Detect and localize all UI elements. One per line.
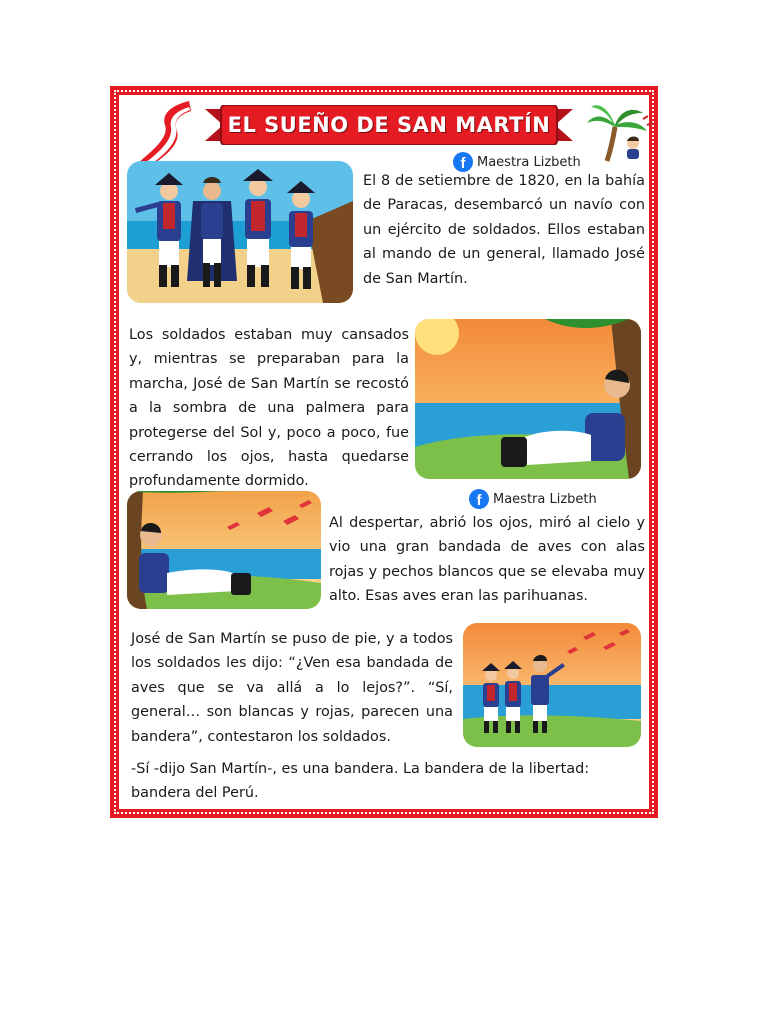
story-sheet [110, 86, 658, 818]
sleeping-general-illustration [415, 319, 641, 479]
page-title: EL SUEÑO DE SAN MARTÍN [227, 113, 551, 137]
paragraph-5: -Sí -dijo San Martín-, es una bandera. La bandera de la libertad: bandera del Perú. [131, 761, 590, 802]
facebook-icon: f [469, 489, 489, 509]
author-name: Maestra Lizbeth [493, 491, 597, 507]
paragraph-2: Los soldados estaban muy cansados y, mientras se preparaban para la marcha, José de San Martín se recostó a la sombra de una palmera para protegerse del Sol y, poco a poco, fue cerrando los ojos, hasta quedarse profundamente dormido. [129, 327, 409, 490]
pointing-birds-illustration [463, 623, 641, 747]
paragraph-3: Al despertar, abrió los ojos, miró al cielo y vio una gran bandada de aves con alas rojas y pechos blancos que se elevaba muy alto. Esas aves eran las parihuanas. [329, 515, 645, 605]
facebook-icon: f [453, 152, 473, 172]
soldiers-illustration [127, 161, 353, 303]
author-name: Maestra Lizbeth [477, 154, 581, 170]
awakening-birds-illustration [127, 491, 321, 609]
palm-tree-icon [585, 99, 655, 165]
paragraph-4: José de San Martín se puso de pie, y a todos los soldados les dijo: “¿Ven esa bandada de aves que se va allá a lo lejos?”. “Sí, general… son blancas y rojas, parecen una bandera”, contestaron los soldados. [131, 631, 453, 745]
paragraph-1: El 8 de setiembre de 1820, en la bahía de Paracas, desembarcó un navío con un ejército de soldados. Ellos estaban al mando de un general, llamado José de San Martín. [363, 173, 645, 287]
author-credit-2[interactable] [469, 489, 597, 509]
